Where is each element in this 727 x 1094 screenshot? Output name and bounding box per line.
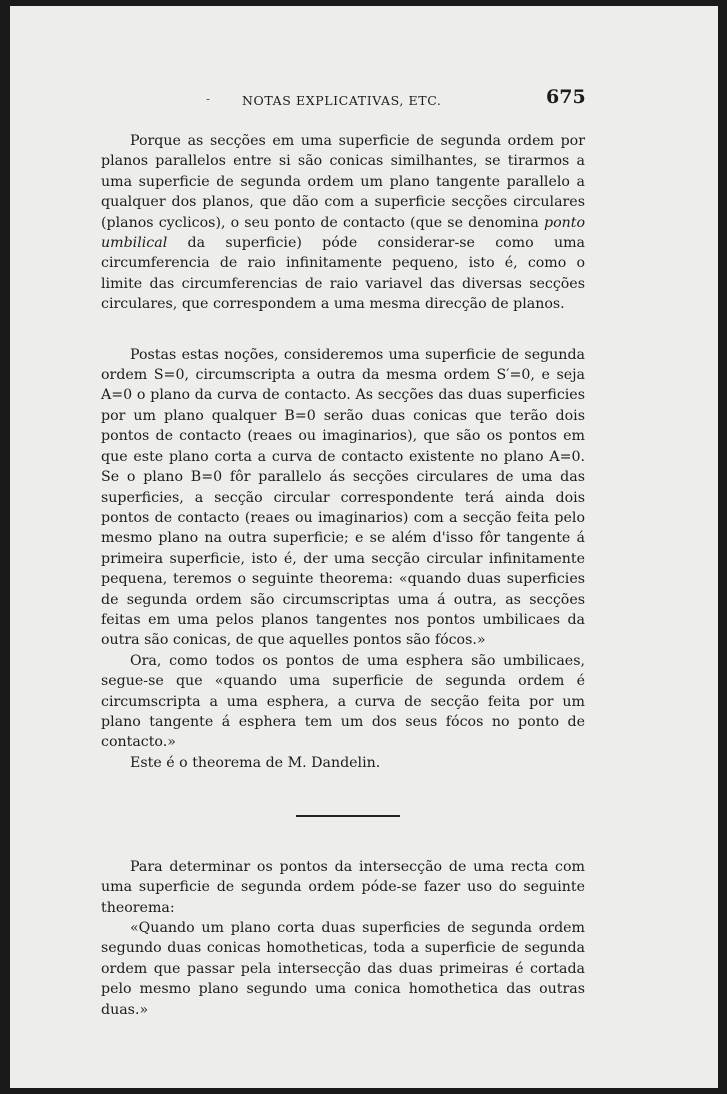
paragraph-line-intersection: Para determinar os pontos da intersecção de uma recta com uma superficie de segunda ordem póde-se fazer uso do seguinte theorema: bbox=[101, 858, 585, 916]
page-number: 675 bbox=[546, 86, 586, 108]
paragraph-text: Porque as secções em uma superficie de segunda ordem por planos parallelos entre si são conicas similhantes, se tirarmos a uma superficie de segunda ordem um plano tangente parallelo a qualquer dos planos, que dão com a superficie secções circulares (planos cyclicos), o seu ponto de contacto (que se denomina bbox=[101, 133, 585, 231]
paragraph-umbilical-point bbox=[101, 131, 585, 315]
section-spacer bbox=[101, 773, 585, 815]
paragraph-circumscribed-surfaces: Postas estas noções, consideremos uma superficie de segunda ordem S=0, circumscripta a outra da mesma ordem S′=0, e seja A=0 o plano da curva de contacto. As secções das duas superficies por um plano qualquer B=0 serão duas conicas que terão dois pontos de contacto (reaes ou imaginarios), que são os pontos em que este plano corta a curva de contacto existente no plano A=0. Se o plano B=0 fôr parallelo ás secções circulares de uma das superficies, a secção circular correspondente terá ainda dois pontos de contacto (reaes ou imaginarios) com a secção feita pelo mesmo plano na outra superficie; e se além d'isso fôr tangente á primeira superficie, isto é, der uma secção circular infinitamente pequena, teremos o seguinte theorema: «quando duas superficies de segunda ordem são circumscriptas uma á outra, as secções feitas em uma pelos planos tangentes nos pontos umbilicaes da outra são conicas, de que aquelles pontos são fócos.» bbox=[101, 346, 585, 649]
paragraph-homothetic-theorem: «Quando um plano corta duas superficies de segunda ordem segundo duas conicas homotheticas, toda a superficie de segunda ordem que passar pela intersecção das duas primeiras é cortada pelo mesmo plano segundo uma conica homothetica das outras duas.» bbox=[101, 919, 585, 1018]
page-body bbox=[101, 131, 585, 1020]
running-title: NOTAS EXPLICATIVAS, ETC. bbox=[242, 93, 442, 108]
paragraph-sphere-case: Ora, como todos os pontos de uma esphera são umbilicaes, segue-se que «quando uma superficie de segunda ordem é circumscripta a uma esphera, a curva de secção feita por um plano tangente á esphera tem um dos seus fócos no ponto de contacto.» bbox=[101, 652, 585, 751]
running-header bbox=[10, 86, 718, 114]
section-spacer bbox=[101, 817, 585, 857]
paragraph-dandelin-theorem: Este é o theorema de M. Dandelin. bbox=[130, 754, 381, 771]
book-page bbox=[10, 6, 718, 1088]
paragraph-spacer bbox=[101, 315, 585, 345]
paragraph-text: da superficie) póde considerar-se como uma circumferencia de raio infinitamente pequeno, isto é, como o limite das circumferencias de raio variavel das diversas secções circulares, que correspondem a uma mesma direcção de planos. bbox=[101, 235, 585, 313]
italic-term: ponto umbilical bbox=[101, 214, 585, 252]
header-dash: - bbox=[206, 92, 211, 106]
